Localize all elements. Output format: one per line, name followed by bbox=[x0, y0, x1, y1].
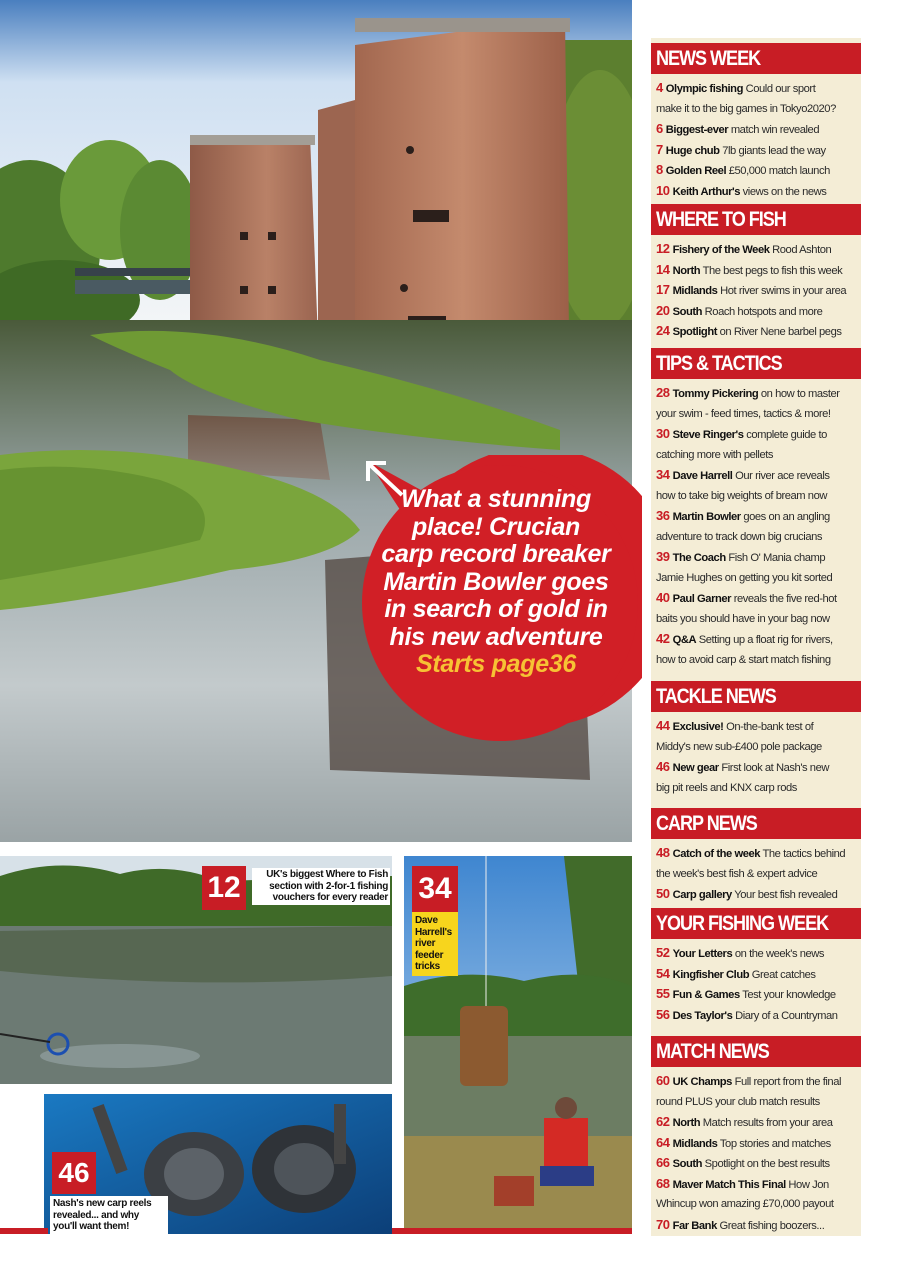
entry-text: Test your knowledge bbox=[739, 989, 836, 1001]
entry-text: big pit reels and KNX carp rods bbox=[656, 781, 797, 794]
entry-text: Fish O' Mania champ bbox=[725, 552, 826, 564]
bubble-starts-page[interactable]: Starts page36 bbox=[415, 650, 577, 678]
entry-text: £50,000 match launch bbox=[726, 165, 830, 177]
contents-entry-cont bbox=[656, 486, 861, 507]
entry-text: The tactics behind bbox=[760, 848, 846, 860]
contents-entry-cont bbox=[656, 609, 861, 630]
bubble-line: his new adventure bbox=[389, 622, 603, 651]
caption-line: Dave bbox=[415, 915, 438, 926]
section-header bbox=[651, 43, 861, 74]
page-number: 55 bbox=[656, 986, 670, 1001]
entry-text: Our river ace reveals bbox=[732, 470, 830, 482]
section-title: TACKLE NEWS bbox=[656, 685, 776, 708]
section-header bbox=[651, 681, 861, 712]
contents-entry[interactable] bbox=[656, 943, 861, 965]
divider bbox=[0, 1228, 48, 1234]
river-feeder-panel[interactable] bbox=[404, 856, 632, 1230]
page-number: 24 bbox=[656, 323, 670, 338]
entry-highlight: Tommy Pickering bbox=[672, 388, 759, 400]
page-number-badge: 34 bbox=[412, 866, 458, 912]
section-header bbox=[651, 348, 861, 379]
page-number: 14 bbox=[656, 261, 670, 277]
entry-highlight: Martin Bowler bbox=[672, 511, 741, 523]
section-header bbox=[651, 1036, 861, 1067]
entry-text: Rood Ashton bbox=[769, 244, 832, 256]
entry-text: baits you should have in your bag now bbox=[656, 612, 830, 625]
contents-entry[interactable] bbox=[656, 629, 861, 651]
page-number: 40 bbox=[656, 590, 670, 605]
page-number: 68 bbox=[656, 1175, 670, 1191]
section-title: WHERE TO FISH bbox=[656, 208, 786, 231]
page-number: 6 bbox=[656, 121, 663, 136]
section-header bbox=[651, 808, 861, 839]
entry-highlight: Midlands bbox=[672, 1137, 718, 1150]
bubble-line: Martin Bowler goes bbox=[383, 567, 609, 596]
divider bbox=[392, 1228, 632, 1234]
contents-entry[interactable] bbox=[656, 260, 861, 282]
page-number: 46 bbox=[656, 759, 670, 774]
entry-highlight: Catch of the week bbox=[672, 848, 761, 860]
page-number: 36 bbox=[656, 508, 670, 523]
entry-text: On-the-bank test of bbox=[723, 721, 814, 733]
entry-highlight: Steve Ringer's bbox=[672, 429, 744, 441]
contents-entry[interactable] bbox=[656, 1153, 861, 1175]
entry-text: how to avoid carp & start match fishing bbox=[656, 653, 831, 666]
entry-highlight: Des Taylor's bbox=[672, 1009, 733, 1022]
page-number: 7 bbox=[656, 141, 663, 157]
entry-text: Great fishing boozers... bbox=[716, 1219, 825, 1232]
page-number: 56 bbox=[656, 1006, 670, 1022]
entry-text: Could our sport bbox=[742, 83, 816, 95]
bubble-line: What a stunning bbox=[401, 485, 591, 513]
entry-highlight: South bbox=[672, 1158, 703, 1170]
contents-entry[interactable] bbox=[656, 1215, 861, 1237]
entry-highlight: Far Bank bbox=[672, 1219, 717, 1232]
page-number: 48 bbox=[656, 845, 670, 860]
entry-text: on the week's news bbox=[732, 948, 825, 960]
entry-text: First look at Nash's new bbox=[718, 762, 829, 774]
page-number: 10 bbox=[656, 182, 670, 198]
entry-highlight: The Coach bbox=[672, 552, 726, 564]
entry-highlight: Olympic fishing bbox=[665, 83, 743, 95]
page-number-badge: 12 bbox=[202, 866, 246, 910]
caption-line: Harrell's bbox=[415, 926, 452, 938]
entry-highlight: Fun & Games bbox=[672, 989, 740, 1001]
entry-highlight: Kingfisher Club bbox=[672, 968, 750, 981]
entry-text: how to take big weights of bream now bbox=[656, 489, 827, 502]
entry-highlight: Spotlight bbox=[672, 326, 717, 338]
contents-entry-cont bbox=[656, 650, 861, 671]
entry-text: on River Nene barbel pegs bbox=[716, 326, 842, 338]
bubble-line: place! Crucian bbox=[411, 512, 581, 541]
entry-highlight: Q&A bbox=[672, 634, 697, 646]
entry-text: How Jon bbox=[785, 1178, 829, 1191]
contents-entry[interactable] bbox=[656, 588, 861, 610]
page-number: 62 bbox=[656, 1114, 670, 1129]
contents-entry[interactable] bbox=[656, 1174, 861, 1196]
entry-text: 7lb giants lead the way bbox=[719, 144, 826, 157]
contents-entry[interactable] bbox=[656, 984, 861, 1006]
carp-reels-caption bbox=[50, 1196, 168, 1234]
entry-highlight: Fishery of the Week bbox=[672, 244, 770, 256]
page-number: 50 bbox=[656, 886, 670, 901]
entry-highlight: Paul Garner bbox=[672, 593, 732, 605]
contents-entry[interactable] bbox=[656, 78, 861, 100]
contents-entry[interactable] bbox=[656, 280, 861, 302]
page-number: 8 bbox=[656, 162, 663, 177]
entry-text: your swim - feed times, tactics & more! bbox=[656, 407, 831, 420]
entry-highlight: North bbox=[672, 1117, 701, 1129]
caption-line: tricks bbox=[415, 961, 440, 972]
caption-line: UK's biggest Where to Fish bbox=[266, 869, 388, 880]
entry-text: Spotlight on the best results bbox=[702, 1158, 830, 1170]
carp-reels-panel[interactable] bbox=[44, 1094, 392, 1234]
entry-text: Full report from the final bbox=[731, 1076, 842, 1088]
entry-text: views on the news bbox=[740, 185, 827, 198]
entry-text: The best pegs to fish this week bbox=[700, 264, 843, 277]
entry-text: catching more with pellets bbox=[656, 448, 774, 461]
entry-text: round PLUS your club match results bbox=[656, 1095, 820, 1108]
page-number: 39 bbox=[656, 549, 670, 564]
page-number: 30 bbox=[656, 426, 670, 441]
page-number: 17 bbox=[656, 282, 670, 297]
entry-text: complete guide to bbox=[743, 429, 827, 441]
contents-entry[interactable] bbox=[656, 424, 861, 446]
contents-entry-cont bbox=[656, 445, 861, 466]
contents-entry[interactable] bbox=[656, 506, 861, 528]
contents-entry[interactable] bbox=[656, 757, 861, 779]
contents-entry[interactable] bbox=[656, 321, 861, 343]
page-number: 60 bbox=[656, 1073, 670, 1088]
caption-line: you'll want them! bbox=[53, 1221, 130, 1232]
contents-entry[interactable] bbox=[656, 119, 861, 141]
section-title: CARP NEWS bbox=[656, 812, 757, 835]
page-number: 4 bbox=[656, 80, 663, 95]
entry-highlight: UK Champs bbox=[672, 1076, 732, 1088]
feature-bubble-text bbox=[372, 486, 620, 679]
page-number: 28 bbox=[656, 385, 670, 400]
contents-entry[interactable] bbox=[656, 964, 861, 986]
caption-line: feeder bbox=[415, 949, 444, 961]
caption-line: Nash's new carp reels bbox=[53, 1198, 152, 1209]
entry-text: match win revealed bbox=[728, 124, 820, 136]
contents-entry-cont bbox=[656, 864, 861, 885]
contents-entry-cont bbox=[656, 1194, 861, 1215]
entry-highlight: New gear bbox=[672, 762, 719, 774]
section-header bbox=[651, 908, 861, 939]
contents-entry[interactable] bbox=[656, 301, 861, 323]
contents-entry[interactable] bbox=[656, 140, 861, 162]
section-title: YOUR FISHING WEEK bbox=[656, 912, 829, 935]
where-to-fish-caption bbox=[252, 868, 390, 905]
entry-highlight: North bbox=[672, 264, 701, 277]
contents-entry-cont bbox=[656, 568, 861, 589]
entry-highlight: Dave Harrell bbox=[672, 470, 733, 482]
page-number: 20 bbox=[656, 302, 670, 318]
entry-text: Jamie Hughes on getting you kit sorted bbox=[656, 571, 833, 584]
entry-highlight: Golden Reel bbox=[665, 165, 727, 177]
entry-text: Diary of a Countryman bbox=[732, 1009, 838, 1022]
entry-text: Your best fish revealed bbox=[731, 889, 838, 901]
river-feeder-caption bbox=[412, 912, 458, 976]
entry-highlight: Your Letters bbox=[672, 948, 733, 960]
section-header bbox=[651, 204, 861, 235]
where-to-fish-panel[interactable] bbox=[0, 856, 392, 1084]
bubble-line: carp record breaker bbox=[381, 540, 611, 568]
contents-entry-cont bbox=[656, 527, 861, 548]
contents-entry[interactable] bbox=[656, 181, 861, 203]
contents-entry-cont bbox=[656, 404, 861, 425]
entry-highlight: South bbox=[672, 305, 703, 318]
caption-line: river bbox=[415, 938, 436, 949]
page-number: 52 bbox=[656, 945, 670, 960]
page-number: 66 bbox=[656, 1155, 670, 1170]
page-number: 42 bbox=[656, 631, 670, 646]
entry-highlight: Carp gallery bbox=[672, 889, 732, 901]
contents-entry-cont bbox=[656, 778, 861, 799]
entry-highlight: Maver Match This Final bbox=[672, 1178, 786, 1191]
contents-entry[interactable] bbox=[656, 1112, 861, 1134]
entry-highlight: Keith Arthur's bbox=[672, 185, 740, 198]
entry-text: adventure to track down big crucians bbox=[656, 530, 823, 543]
entry-text: Great catches bbox=[749, 968, 816, 981]
contents-entry[interactable] bbox=[656, 716, 861, 738]
entry-highlight: Biggest-ever bbox=[665, 124, 729, 136]
entry-text: Setting up a float rig for rivers, bbox=[696, 634, 833, 646]
entry-text: Hot river swims in your area bbox=[717, 285, 847, 297]
contents-entry[interactable] bbox=[656, 843, 861, 865]
contents-entry[interactable] bbox=[656, 547, 861, 569]
caption-line: revealed... and why bbox=[53, 1209, 140, 1221]
contents-entry[interactable] bbox=[656, 1005, 861, 1027]
page-number: 54 bbox=[656, 965, 670, 981]
contents-entry-cont bbox=[656, 1092, 861, 1113]
section-title: NEWS WEEK bbox=[656, 47, 761, 70]
page-number: 64 bbox=[656, 1134, 670, 1150]
entry-text: goes on an angling bbox=[740, 511, 830, 523]
contents-entry[interactable] bbox=[656, 160, 861, 182]
entry-text: on how to master bbox=[758, 388, 840, 400]
contents-entry[interactable] bbox=[656, 239, 861, 261]
caption-line: section with 2-for-1 fishing bbox=[269, 880, 388, 892]
entry-text: reveals the five red-hot bbox=[731, 593, 837, 605]
contents-entry[interactable] bbox=[656, 383, 861, 405]
entry-highlight: Exclusive! bbox=[672, 721, 724, 733]
entry-text: Top stories and matches bbox=[717, 1137, 831, 1150]
entry-text: Roach hotspots and more bbox=[702, 305, 823, 318]
contents-entry-cont bbox=[656, 737, 861, 758]
contents-entry[interactable] bbox=[656, 1071, 861, 1093]
entry-text: Match results from your area bbox=[700, 1117, 833, 1129]
section-title: TIPS & TACTICS bbox=[656, 352, 782, 375]
entry-text: the week's best fish & expert advice bbox=[656, 867, 818, 880]
page-number: 44 bbox=[656, 718, 670, 733]
page-number: 70 bbox=[656, 1216, 670, 1232]
contents-entry-cont bbox=[656, 99, 861, 120]
contents-entry[interactable] bbox=[656, 884, 861, 906]
contents-entry[interactable] bbox=[656, 1133, 861, 1155]
section-title: MATCH NEWS bbox=[656, 1040, 769, 1063]
entry-text: make it to the big games in Tokyo2020? bbox=[656, 102, 836, 115]
page-number-badge: 46 bbox=[52, 1152, 96, 1194]
entry-text: Middy's new sub-£400 pole package bbox=[656, 740, 822, 753]
entry-text: Whincup won amazing £70,000 payout bbox=[656, 1198, 834, 1210]
caption-line: vouchers for every reader bbox=[272, 892, 388, 903]
page-number: 12 bbox=[656, 241, 670, 256]
page-number: 34 bbox=[656, 467, 670, 482]
bubble-line: in search of gold in bbox=[384, 595, 608, 623]
entry-highlight: Midlands bbox=[672, 285, 718, 297]
entry-highlight: Huge chub bbox=[665, 144, 720, 157]
contents-entry[interactable] bbox=[656, 465, 861, 487]
